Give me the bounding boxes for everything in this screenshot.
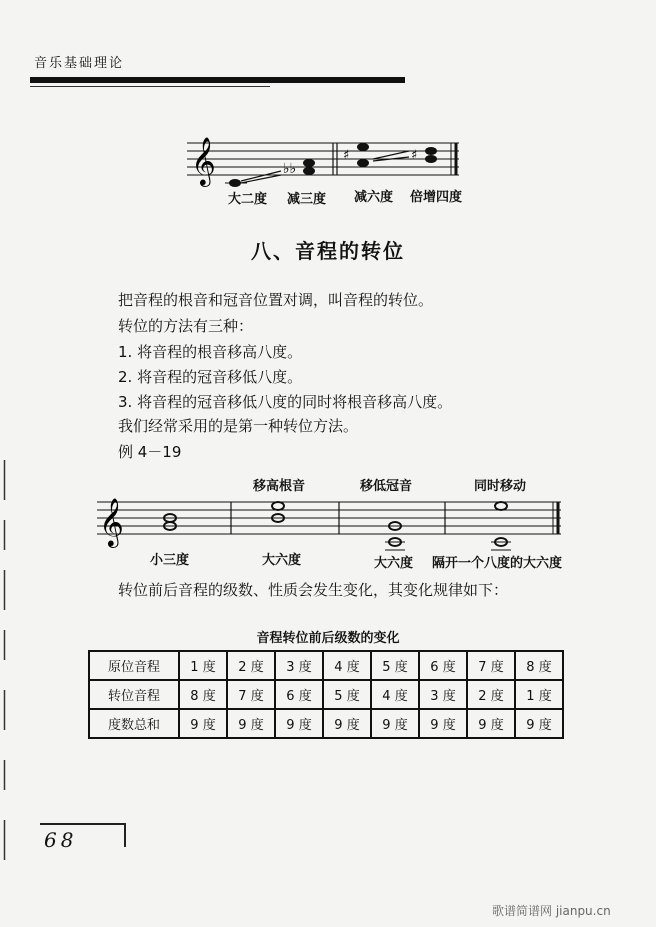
interval-label: 减三度 [287,192,327,207]
row-header: 转位音程 [89,680,179,709]
note-head [425,147,437,155]
table-cell: 5 度 [323,680,371,709]
list-item: 3. 将音程的冠音移低八度的同时将根音移高八度。 [118,393,453,411]
table-cell: 9 度 [179,709,227,738]
table-cell: 2 度 [467,680,515,709]
list-item: 2. 将音程的冠音移低八度。 [118,368,303,386]
table-cell: 9 度 [419,709,467,738]
table-cell: 8 度 [179,680,227,709]
table-cell: 7 度 [227,680,275,709]
paragraph: 转位前后音程的级数、性质会发生变化，其变化规律如下： [118,581,509,599]
row-header: 度数总和 [89,709,179,738]
page-number: 68 [44,828,78,852]
table-cell: 9 度 [515,709,563,738]
interval-label: 减六度 [354,190,394,205]
staff-caption: 大六度 [262,553,302,568]
staff-caption: 隔开一个八度的大六度 [432,556,563,571]
inversion-degree-table [88,650,564,739]
section-title: 八、音程的转位 [251,239,405,263]
table-title: 音程转位前后级数的变化 [256,631,400,646]
table-cell: 9 度 [275,709,323,738]
interval-staff-top [183,125,463,195]
note-head [303,159,315,167]
paragraph: 我们经常采用的是第一种转位方法。 [118,417,359,435]
paragraph: 转位的方法有三种： [118,317,254,335]
interval-label: 大二度 [228,192,268,207]
table-row [89,709,563,738]
note-head [303,167,315,175]
list-item: 1. 将音程的根音移高八度。 [118,343,303,361]
table-row [89,651,563,680]
table-row [89,680,563,709]
note-head [495,502,507,510]
table-cell: 1 度 [515,680,563,709]
scan-margin-marks [3,460,6,880]
staff-caption: 大六度 [374,556,414,571]
watermark: 歌谱简谱网 jianpu.cn [492,904,611,918]
note-head [357,143,369,151]
table-cell: 9 度 [227,709,275,738]
table-cell: 1 度 [179,651,227,680]
note-head [425,155,437,163]
treble-clef-icon: 𝄞 [99,497,124,546]
page-number-tick [124,823,126,847]
table-cell: 6 度 [275,680,323,709]
table-cell: 8 度 [515,651,563,680]
example-label: 例 4－19 [118,443,182,461]
staff-caption: 移高根音 [253,479,306,494]
treble-clef-icon: 𝄞 [191,136,216,185]
table-cell: 9 度 [467,709,515,738]
page-number-rule [40,823,125,825]
header-rule-thin [30,86,270,87]
flat-icon: ♭♭ [283,161,297,177]
sharp-icon: ♯ [411,148,418,163]
interval-label: 倍增四度 [410,190,463,205]
staff-caption: 移低冠音 [360,479,413,494]
staff-lines [187,143,459,175]
staff-caption: 同时移动 [474,479,527,494]
table-cell: 3 度 [275,651,323,680]
staff-caption: 小三度 [150,553,190,568]
table-cell: 4 度 [323,651,371,680]
row-header: 原位音程 [89,651,179,680]
header-rule [30,77,405,83]
sharp-icon: ♯ [343,148,350,163]
note-head [357,159,369,167]
paragraph: 把音程的根音和冠音位置对调，叫音程的转位。 [118,291,434,309]
table-cell: 5 度 [371,651,419,680]
table-cell: 2 度 [227,651,275,680]
table-cell: 7 度 [467,651,515,680]
running-header-title: 音乐基础理论 [34,56,125,71]
table-cell: 9 度 [371,709,419,738]
note-head [272,502,284,510]
table-cell: 6 度 [419,651,467,680]
table-cell: 4 度 [371,680,419,709]
table-cell: 9 度 [323,709,371,738]
table-cell: 3 度 [419,680,467,709]
